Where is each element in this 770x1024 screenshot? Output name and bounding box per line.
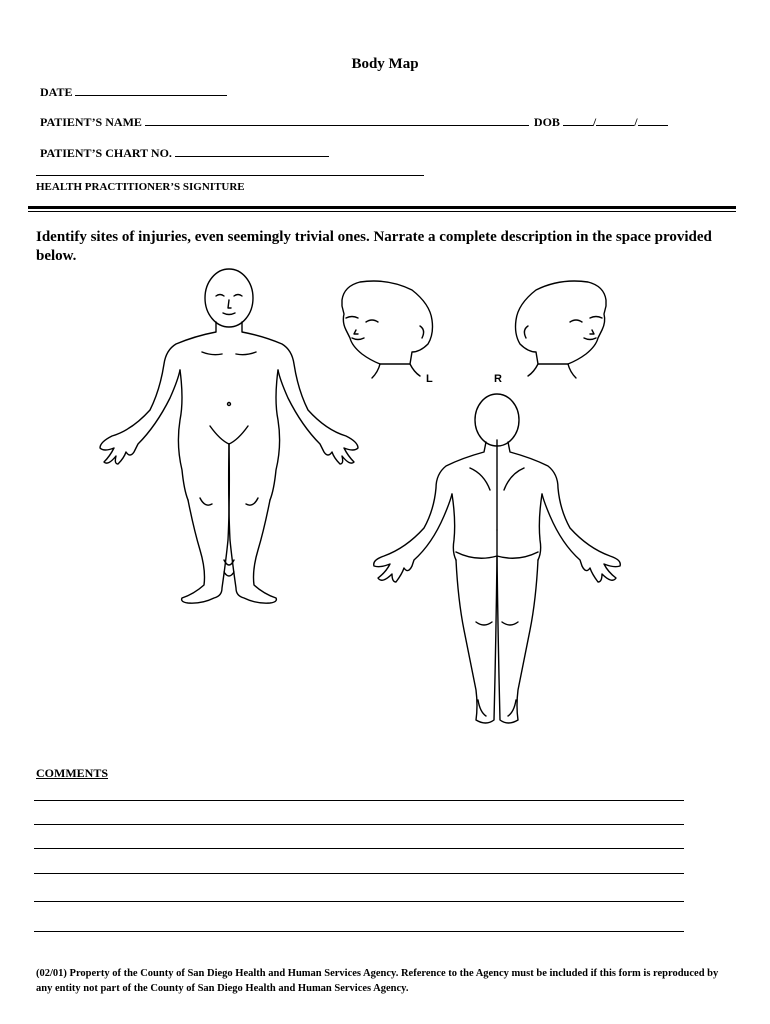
comment-line[interactable]	[34, 873, 684, 874]
comment-line[interactable]	[34, 800, 684, 801]
signature-label: HEALTH PRACTITIONER’S SIGNITURE	[36, 181, 245, 193]
page-title: Body Map	[351, 56, 419, 72]
comment-line[interactable]	[34, 901, 684, 902]
date-label: DATE	[40, 85, 73, 99]
head-left-label: L	[426, 373, 433, 385]
dob-label: DOB	[533, 115, 560, 129]
chart-no-label: PATIENT’S CHART NO.	[40, 146, 172, 160]
dob-separator: /	[634, 115, 638, 129]
comment-line[interactable]	[34, 848, 684, 849]
dob-separator: /	[592, 115, 597, 129]
comment-line[interactable]	[34, 931, 684, 932]
comments-label: COMMENTS	[36, 766, 108, 780]
patient-name-label: PATIENT’S NAME	[40, 115, 142, 129]
head-right-label: R	[494, 373, 502, 385]
footer-text: (02/01) Property of the County of San Diego Health and Human Services Agency. Reference to the Agency must be included if this form is reproduced by any entity not part of the County of San Diego Health and Human Services Agency.	[36, 968, 719, 994]
instructions-text: Identify sites of injuries, even seemingly trivial ones. Narrate a complete description in the space provided below.	[36, 229, 712, 264]
comment-line[interactable]	[34, 824, 684, 825]
